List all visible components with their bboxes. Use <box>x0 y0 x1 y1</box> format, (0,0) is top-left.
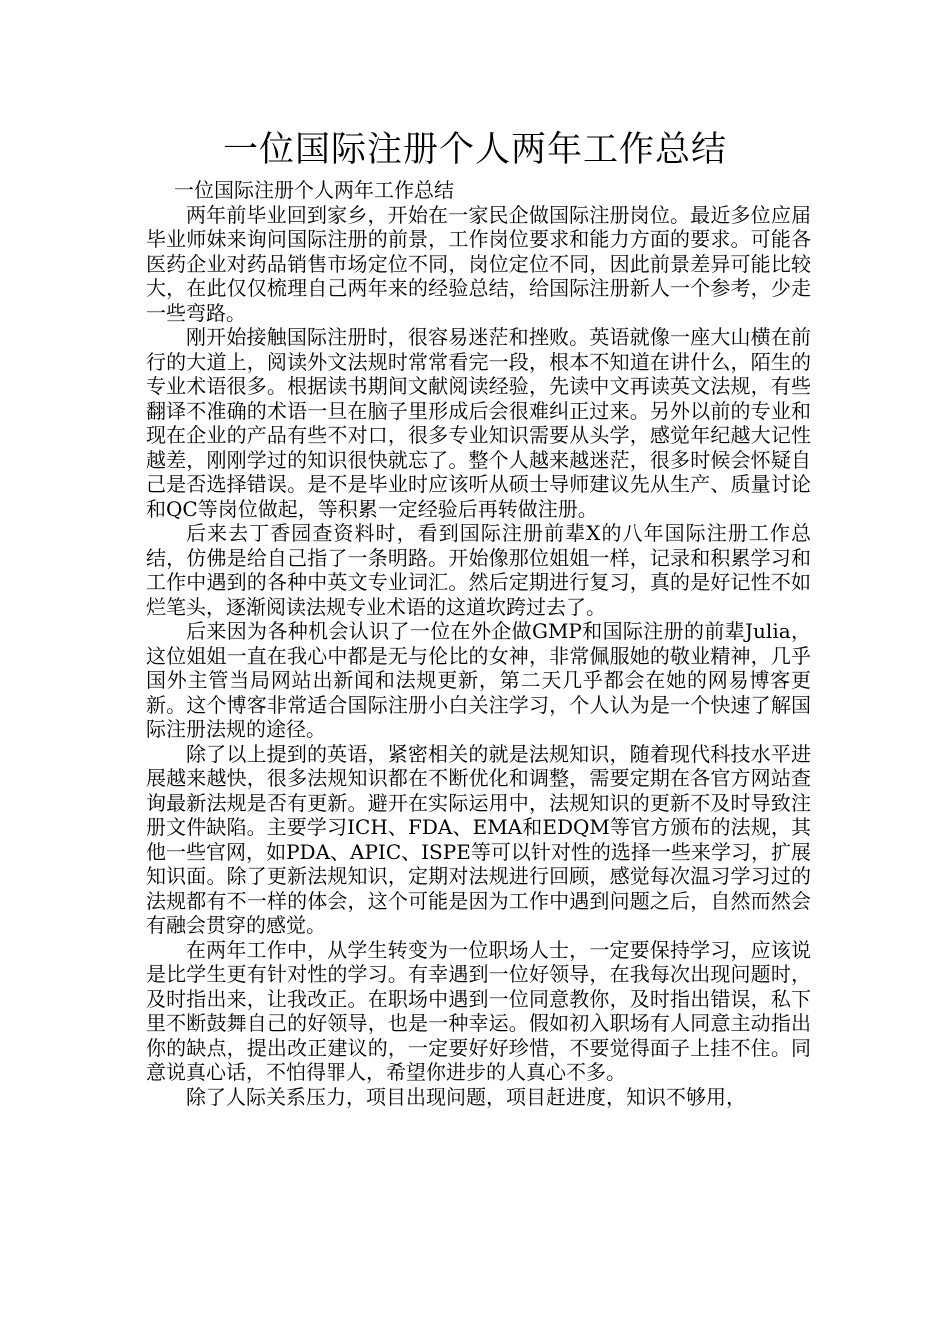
document-subtitle: 一位国际注册个人两年工作总结 <box>174 178 454 202</box>
paragraph-5: 除了以上提到的英语，紧密相关的就是法规知识，随着现代科技水平进展越来越快，很多法规知识都在不断优化和调整，需要定期在各官方网站查询最新法规是否有更新。避开在实际运用中，法规知识的更新不及时导致注册文件缺陷。主要学习ICH、FDA、EMA和EDQM等官方颁布的法规，其他一些官网，如PDA、APIC、ISPE等可以针对性的选择一些来学习，扩展知识面。除了更新法规知识，定期对法规进行回顾，感觉每次温习学习过的法规都有不一样的体会，这个可能是因为工作中遇到问题之后，自然而然会有融会贯穿的感觉。 <box>146 741 811 937</box>
paragraph-1: 两年前毕业回到家乡，开始在一家民企做国际注册岗位。最近多位应届毕业师妹来询问国际注册的前景，工作岗位要求和能力方面的要求。可能各医药企业对药品销售市场定位不同，岗位定位不同，因此前景差异可能比较大，在此仅仅梳理自己两年来的经验总结，给国际注册新人一个参考，少走一些弯路。 <box>146 202 811 325</box>
paragraph-3: 后来去丁香园查资料时，看到国际注册前辈X的八年国际注册工作总结，仿佛是给自己指了一条明路。开始像那位姐姐一样，记录和积累学习和工作中遇到的各种中英文专业词汇。然后定期进行复习，真的是好记性不如烂笔头，逐渐阅读法规专业术语的这道坎跨过去了。 <box>146 521 811 619</box>
paragraph-7: 除了人际关系压力，项目出现问题，项目赶进度，知识不够用， <box>186 1084 746 1109</box>
paragraph-4: 后来因为各种机会认识了一位在外企做GMP和国际注册的前辈Julia，这位姐姐一直在我心中都是无与伦比的女神，非常佩服她的敬业精神，几乎国外主管当局网站出新闻和法规更新，第二天几乎都会在她的网易博客更新。这个博客非常适合国际注册小白关注学习，个人认为是一个快速了解国际注册法规的途径。 <box>146 619 811 741</box>
document-title: 一位国际注册个人两年工作总结 <box>222 130 727 170</box>
paragraph-6: 在两年工作中，从学生转变为一位职场人士，一定要保持学习，应该说是比学生更有针对性的学习。有幸遇到一位好领导，在我每次出现问题时，及时指出来，让我改正。在职场中遇到一位同意教你，及时指出错误，私下里不断鼓舞自己的好领导，也是一种幸运。假如初入职场有人同意主动指出你的缺点，提出改正建议的，一定要好好珍惜，不要觉得面子上挂不住。同意说真心话，不怕得罪人，希望你进步的人真心不多。 <box>146 937 811 1084</box>
paragraph-2: 刚开始接触国际注册时，很容易迷茫和挫败。英语就像一座大山横在前行的大道上，阅读外文法规时常常看完一段，根本不知道在讲什么，陌生的专业术语很多。根据读书期间文献阅读经验，先读中文再读英文法规，有些翻译不准确的术语一旦在脑子里形成后会很难纠正过来。另外以前的专业和现在企业的产品有些不对口，很多专业知识需要从头学，感觉年纪越大记性越差，刚刚学过的知识很快就忘了。整个人越来越迷茫，很多时候会怀疑自己是否选择错误。是不是毕业时应该听从硕士导师建议先从生产、质量讨论和QC等岗位做起，等积累一定经验后再转做注册。 <box>146 325 811 521</box>
document-body <box>146 178 811 1109</box>
